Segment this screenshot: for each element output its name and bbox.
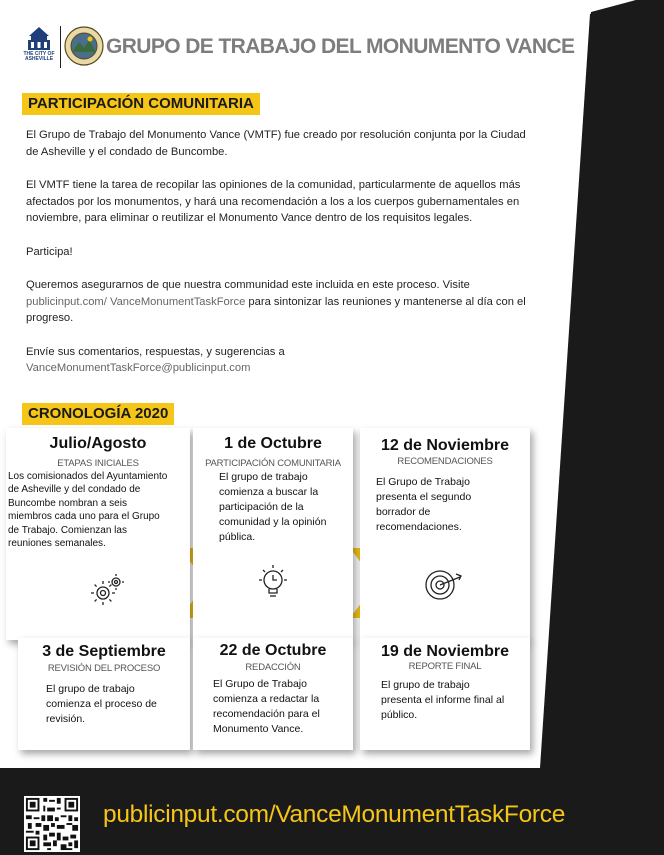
timeline-date: Julio/Agosto xyxy=(49,435,147,452)
intro-paragraph-2: El VMTF tiene la tarea de recopilar las opiniones de la comunidad, particularmente de aquellos más afectados por los monumentos, y hará una recomendación a los a los cuerpos gubernamentales en noviembre, para eliminar o reutilizar el Monumento Vance dentro de los requisitos legales. xyxy=(26,179,521,224)
timeline-description: El Grupo de Trabajo comienza a redactar la recomendación para el Monumento Vance. xyxy=(213,678,320,735)
participacion-heading: PARTICIPACIÓN COMUNITARIA xyxy=(22,93,260,115)
timeline-subtitle: REVISIÓN DEL PROCESO xyxy=(47,663,161,674)
qr-code-icon[interactable] xyxy=(24,796,80,852)
timeline-date: 22 de Octubre xyxy=(219,642,327,659)
timeline-date: 12 de Noviembre xyxy=(380,437,510,454)
logo-divider xyxy=(60,26,61,68)
lightbulb-clock-icon xyxy=(253,561,293,601)
target-icon xyxy=(420,565,466,605)
gear-icon xyxy=(88,571,126,609)
timeline-description: El grupo de trabajo comienza a buscar la participación de la comunidad y la opinión pública. xyxy=(219,471,327,543)
intro-p5-text: Envíe sus comentarios, respuestas, y sugerencias a xyxy=(26,345,285,358)
email-link[interactable]: VanceMonumentTaskForce@publicinput.com xyxy=(26,362,251,374)
city-hall-icon xyxy=(22,26,56,52)
timeline-description: Los comisionados del Ayuntamiento de Asheville y del condado de Buncombe nombran a seis miembros cada uno para el Grupo de Trabajo. Comienzan las reuniones semanales. xyxy=(8,471,168,550)
timeline-date: 1 de Octubre xyxy=(224,435,322,452)
cronologia-heading: CRONOLOGÍA 2020 xyxy=(22,403,174,425)
city-logo-text: THE CITY OF ASHEVILLE xyxy=(23,51,55,62)
timeline-description: El grupo de trabajo presenta el informe final al público. xyxy=(381,679,505,721)
timeline-subtitle: REPORTE FINAL xyxy=(408,661,482,672)
timeline-description: El Grupo de Trabajo presenta el segundo borrador de recomendaciones. xyxy=(376,476,472,533)
intro-paragraph-3: Participa! xyxy=(26,245,73,258)
participacion-body xyxy=(26,127,528,377)
timeline-subtitle: RECOMENDACIONES xyxy=(397,456,493,467)
timeline-date: 19 de Noviembre xyxy=(380,643,510,660)
city-logo xyxy=(22,26,56,66)
timeline-subtitle: PARTICIPACIÓN COMUNITARIA xyxy=(205,458,341,469)
timeline-description: El grupo de trabajo comienza el proceso de revisión. xyxy=(46,683,157,725)
intro-paragraph-4 xyxy=(26,277,528,327)
intro-paragraph-1: El Grupo de Trabajo del Monumento Vance (VMTF) fue creado por resolución conjunta por la Ciudad de Asheville y el condado de Buncombe. xyxy=(26,129,526,158)
timeline-subtitle: ETAPAS INICIALES xyxy=(57,458,139,469)
page-title: GRUPO DE TRABAJO DEL MONUMENTO VANCE xyxy=(106,35,575,58)
intro-p4-text: Queremos asegurarnos de que nuestra communidad este incluida en este proceso. Visite xyxy=(26,279,470,291)
timeline-date: 3 de Septiembre xyxy=(42,643,166,660)
county-seal-icon xyxy=(64,26,104,66)
intro-paragraph-5 xyxy=(26,344,528,377)
timeline-subtitle: REDACCIÓN xyxy=(245,662,301,673)
footer-url-link[interactable]: publicinput.com/VanceMonumentTaskForce xyxy=(103,801,566,828)
website-link[interactable]: publicinput.com/ VanceMonumentTaskForce xyxy=(26,295,246,308)
intro-p4-text-end: para sintonizar las reuniones y mantenerse al día con el progreso. xyxy=(26,295,526,324)
